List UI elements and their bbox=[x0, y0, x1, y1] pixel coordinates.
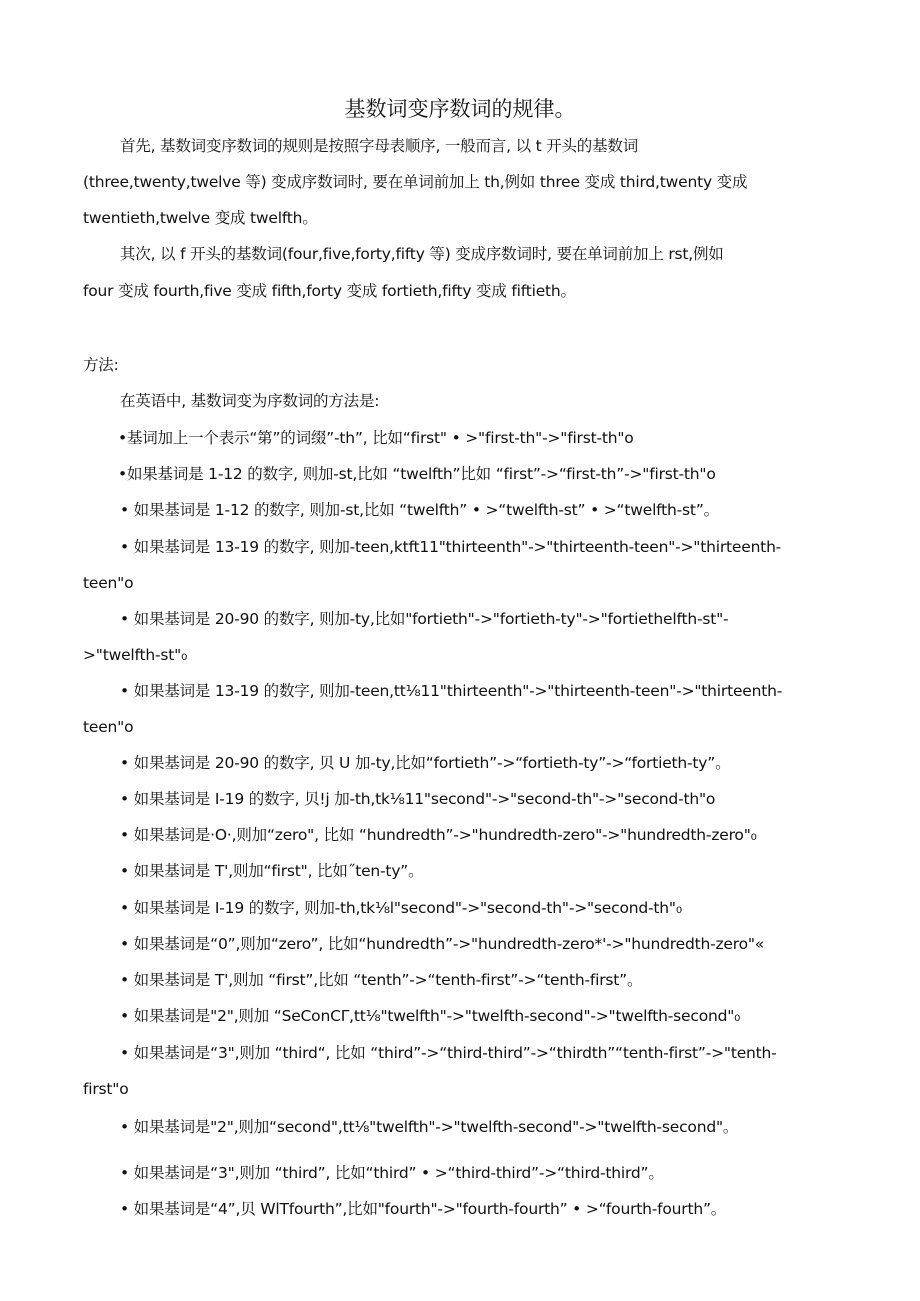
bullet-line-continuation: >"twelfth-st"₀ bbox=[83, 646, 188, 664]
bullet-line: • 如果基词是 20-90 的数字, 则加-ty,比如"fortieth"->"fortieth-ty"->"fortiethelfth-st"- bbox=[120, 610, 729, 628]
bullet-line: • 如果基词是"2",则加“second",tt⅛"twelfth"->"twelfth-second"->"twelfth-second"。 bbox=[120, 1118, 739, 1136]
bullet-line: • 如果基词是 T',则加“first", 比如˝ten-ty”。 bbox=[120, 862, 424, 880]
bullet-line: •如果基词是 1-12 的数字, 则加-st,比如 “twelfth”比如 “first”->“first-th”->"first-th"o bbox=[118, 465, 716, 483]
document-title: 基数词变序数词的规律。 bbox=[344, 97, 576, 121]
method-intro: 在英语中, 基数词变为序数词的方法是: bbox=[120, 392, 380, 410]
bullet-line: • 如果基词是 13-19 的数字, 则加-teen,ktft11"thirteenth"->"thirteenth-teen"->"thirteenth- bbox=[120, 538, 782, 556]
bullet-line: • 如果基词是“0”,则加“zero”, 比如“hundredth”->"hundredth-zero*'->"hundredth-zero"« bbox=[120, 935, 765, 953]
bullet-line: • 如果基词是 20-90 的数字, 贝 U 加-ty,比如“fortieth”->“fortieth-ty”->“fortieth-ty”。 bbox=[120, 754, 731, 772]
bullet-line-continuation: teen"o bbox=[83, 574, 134, 592]
bullet-line: • 如果基词是“4”,贝 WlTfourth”,比如"fourth"->"fourth-fourth” • >“fourth-fourth”。 bbox=[120, 1200, 727, 1218]
intro-line-1: 首先, 基数词变序数词的规则是按照字母表顺序, 一般而言, 以 t 开头的基数词 bbox=[120, 137, 638, 155]
intro-line-2: (three,twenty,twelve 等) 变成序数词时, 要在单词前加上 th,例如 three 变成 third,twenty 变成 bbox=[83, 173, 748, 191]
bullet-line: • 如果基词是 13-19 的数字, 则加-teen,tt⅛11"thirteenth"->"thirteenth-teen"->"thirteenth- bbox=[120, 682, 783, 700]
bullet-line: • 如果基词是“3",则加 “third”, 比如“third” • >“third-third”->“third-third”。 bbox=[120, 1164, 664, 1182]
intro-line-4: 其次, 以 f 开头的基数词(four,five,forty,fifty 等) 变成序数词时, 要在单词前加上 rst,例如 bbox=[120, 245, 724, 263]
intro-line-3: twentieth,twelve 变成 twelfth。 bbox=[83, 209, 318, 227]
bullet-line-continuation: teen"o bbox=[83, 718, 134, 736]
bullet-line: • 如果基词是 T',则加 “first”,比如 “tenth”->“tenth-first”->“tenth-first”。 bbox=[120, 971, 643, 989]
bullet-line-continuation: first"o bbox=[83, 1080, 129, 1098]
bullet-line: • 如果基词是“3",则加 “third“, 比如 “third”->“third-third”->“thirdth”“tenth-first”->"tenth- bbox=[120, 1044, 777, 1062]
bullet-line: • 如果基词是 I-19 的数字, 则加-th,tk⅛l"second"->"second-th"->"second-th"₀ bbox=[120, 899, 682, 917]
bullet-line: • 如果基词是 1-12 的数字, 则加-st,比如 “twelfth” • >“twelfth-st” • >“twelfth-st”。 bbox=[120, 501, 719, 519]
method-heading: 方法: bbox=[83, 356, 119, 374]
bullet-line: • 如果基词是"2",则加 “SeConCΓ,tt⅛"twelfth"->"twelfth-second"->"twelfth-second"₀ bbox=[120, 1007, 741, 1025]
intro-line-5: four 变成 fourth,five 变成 fifth,forty 变成 fortieth,fifty 变成 fiftieth。 bbox=[83, 282, 576, 300]
bullet-line: • 如果基词是·O·,则加“zero", 比如 “hundredth”->"hundredth-zero"->"hundredth-zero"₀ bbox=[120, 826, 757, 844]
bullet-line: •基词加上一个表示“第”的词缀”-th”, 比如“first" • >"first-th"->"first-th"o bbox=[118, 429, 634, 447]
bullet-line: • 如果基词是 I-19 的数字, 贝!j 加-th,tk⅛11"second"->"second-th"->"second-th"o bbox=[120, 790, 716, 808]
